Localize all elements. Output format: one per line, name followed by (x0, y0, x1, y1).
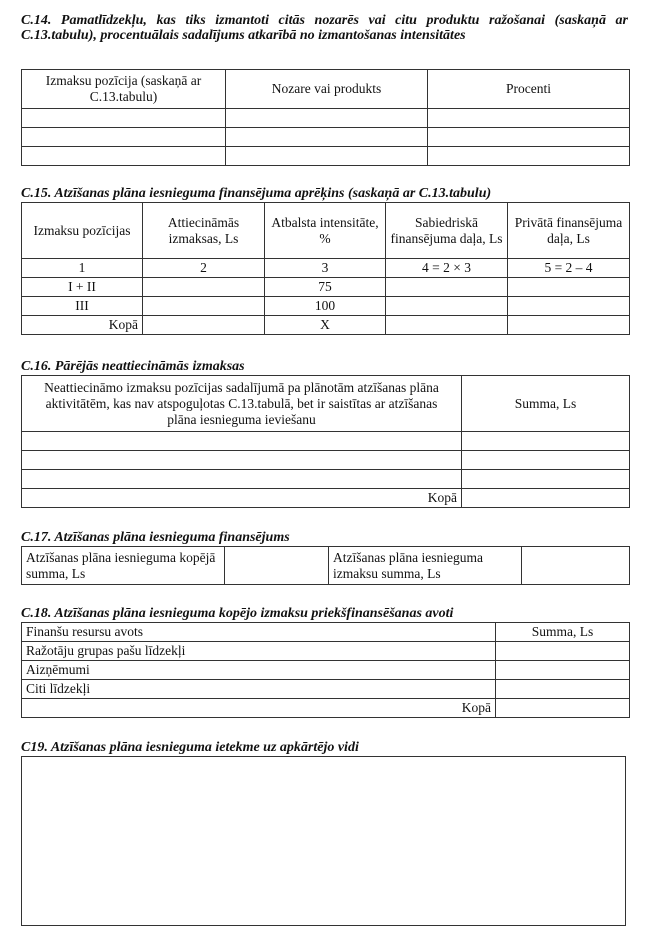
c15-header-intensity: Atbalsta intensitāte, % (265, 203, 386, 259)
c14-cell[interactable] (226, 128, 428, 147)
c17-total-label: Atzīšanas plāna iesnieguma kopējā summa, Ls (22, 547, 225, 585)
c14-cell[interactable] (428, 109, 630, 128)
c15-cell[interactable] (508, 297, 630, 316)
table-row (22, 297, 630, 316)
c18-header-sum: Summa, Ls (496, 623, 630, 642)
c16-cell[interactable] (462, 489, 630, 508)
c16-total-label: Kopā (22, 489, 462, 508)
c18-cell[interactable] (496, 680, 630, 699)
c18-table (21, 622, 630, 718)
c14-header-position: Izmaksu pozīcija (saskaņā ar C.13.tabulu) (22, 70, 226, 109)
c18-row-label: Aizņēmumi (22, 661, 496, 680)
table-row (22, 642, 630, 661)
c14-title: C.14. Pamatlīdzekļu, kas tiks izmantoti citās nozarēs vai citu produktu ražošanai (saskaņā ar C.13.tabulu), procentuālais sadalījums atkarībā no izmantošanas intensitātes (21, 13, 628, 43)
c15-row-intensity: X (265, 316, 386, 335)
c15-table (21, 202, 630, 335)
table-row (22, 661, 630, 680)
c15-colnum: 3 (265, 259, 386, 278)
c16-table (21, 375, 630, 508)
c15-header-eligible: Attiecināmās izmaksas, Ls (143, 203, 265, 259)
c15-title: C.15. Atzīšanas plāna iesnieguma finansējuma aprēķins (saskaņā ar C.13.tabulu) (21, 186, 492, 201)
c15-cell[interactable] (386, 316, 508, 335)
c15-header-private: Privātā finansējuma daļa, Ls (508, 203, 630, 259)
c19-title: C19. Atzīšanas plāna iesnieguma ietekme uz apkārtējo vidi (21, 740, 359, 755)
c16-cell[interactable] (462, 432, 630, 451)
c16-cell[interactable] (22, 451, 462, 470)
table-row (22, 699, 630, 718)
c17-total-value[interactable] (225, 547, 329, 585)
c18-row-label: Citi līdzekļi (22, 680, 496, 699)
c15-cell[interactable] (508, 316, 630, 335)
table-row (22, 316, 630, 335)
c14-cell[interactable] (22, 147, 226, 166)
c15-colnum: 5 = 2 – 4 (508, 259, 630, 278)
c14-table (21, 69, 630, 166)
c14-cell[interactable] (22, 109, 226, 128)
c15-row-intensity: 100 (265, 297, 386, 316)
c15-row-position: III (22, 297, 143, 316)
c15-cell[interactable] (386, 278, 508, 297)
table-row (22, 489, 630, 508)
c18-cell[interactable] (496, 642, 630, 661)
c18-row-label: Ražotāju grupas pašu līdzekļi (22, 642, 496, 661)
c15-cell[interactable] (508, 278, 630, 297)
c16-header-sum: Summa, Ls (462, 376, 630, 432)
c14-cell[interactable] (428, 147, 630, 166)
c18-header-source: Finanšu resursu avots (22, 623, 496, 642)
c17-table (21, 546, 630, 585)
c15-row-total: Kopā (22, 316, 143, 335)
c16-cell[interactable] (462, 470, 630, 489)
c15-cell[interactable] (143, 297, 265, 316)
c15-colnum: 4 = 2 × 3 (386, 259, 508, 278)
table-row (22, 470, 630, 489)
c15-header-positions: Izmaksu pozīcijas (22, 203, 143, 259)
c18-total-label: Kopā (22, 699, 496, 718)
c16-cell[interactable] (22, 432, 462, 451)
c15-header-public: Sabiedriskā finansējuma daļa, Ls (386, 203, 508, 259)
c14-cell[interactable] (22, 128, 226, 147)
c17-cost-value[interactable] (522, 547, 630, 585)
c15-colnum: 1 (22, 259, 143, 278)
c15-cell[interactable] (143, 316, 265, 335)
table-row (22, 259, 630, 278)
c14-cell[interactable] (226, 109, 428, 128)
c14-cell[interactable] (226, 147, 428, 166)
table-row (22, 451, 630, 470)
table-row (22, 680, 630, 699)
c16-header-positions: Neattiecināmo izmaksu pozīcijas sadalījumā pa plānotām atzīšanas plāna aktivitātēm, kas nav atspoguļotas C.13.tabulā, bet ir saistītas ar atzīšanas plāna iesnieguma ieviešanu (22, 376, 462, 432)
c15-cell[interactable] (386, 297, 508, 316)
c15-cell[interactable] (143, 278, 265, 297)
c14-header-sector: Nozare vai produkts (226, 70, 428, 109)
c15-colnum: 2 (143, 259, 265, 278)
table-row (22, 147, 630, 166)
table-row (22, 432, 630, 451)
c15-row-position: I + II (22, 278, 143, 297)
c16-cell[interactable] (462, 451, 630, 470)
c14-cell[interactable] (428, 128, 630, 147)
c18-cell[interactable] (496, 661, 630, 680)
c19-text-area[interactable] (21, 756, 626, 926)
c17-cost-label: Atzīšanas plāna iesnieguma izmaksu summa, Ls (329, 547, 522, 585)
c16-title: C.16. Pārējās neattiecināmās izmaksas (21, 359, 245, 374)
c17-title: C.17. Atzīšanas plāna iesnieguma finansējums (21, 530, 290, 545)
c18-cell[interactable] (496, 699, 630, 718)
c15-row-intensity: 75 (265, 278, 386, 297)
c18-title: C.18. Atzīšanas plāna iesnieguma kopējo izmaksu priekšfinansēšanas avoti (21, 606, 454, 621)
table-row (22, 109, 630, 128)
table-row (22, 128, 630, 147)
c14-header-percent: Procenti (428, 70, 630, 109)
table-row (22, 278, 630, 297)
c16-cell[interactable] (22, 470, 462, 489)
